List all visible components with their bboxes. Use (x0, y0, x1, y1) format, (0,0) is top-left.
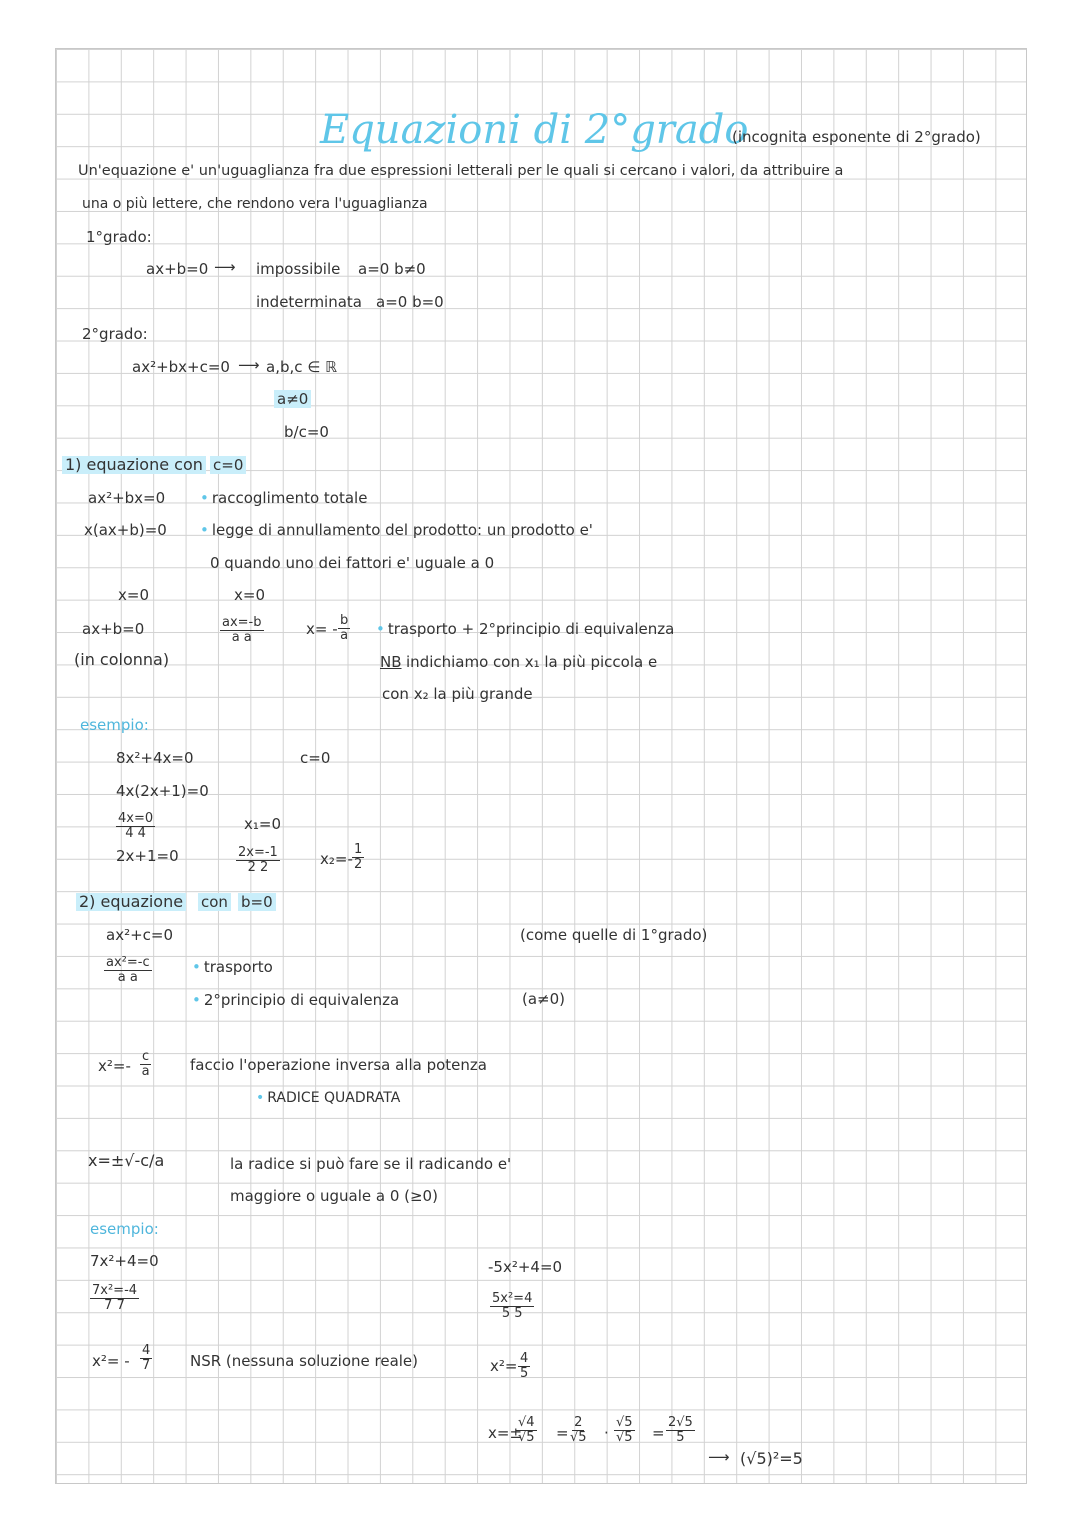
example1-eq1: 8x²+4x=0 (116, 749, 194, 767)
case2-eq3: x²=- (98, 1057, 131, 1075)
indeterminate-condition: a=0 b=0 (376, 293, 444, 311)
case2-sqrt-label: • RADICE QUADRATA (256, 1089, 400, 1107)
example2-right-eq3: x²= (490, 1357, 518, 1375)
example1-x2-fraction: $\frac{1}{2}$ (354, 842, 363, 872)
case1-in-column: (in colonna) (74, 650, 170, 669)
case1-ax-fraction: $\frac{ax=-b}{\text{a a}}$ (222, 615, 262, 645)
case2-eq1: ax²+c=0 (106, 926, 174, 944)
example2-right-eq3-fraction: $\frac{4}{5}$ (520, 1351, 529, 1381)
example1-eq2: 4x(2x+1)=0 (116, 782, 209, 800)
example1-label: esempio: (80, 716, 149, 734)
arrow-icon: ⟶ (214, 258, 236, 276)
case1-x-eq: x= - (306, 620, 338, 638)
intro-line-1: Un'equazione e' un'uguaglianza fra due espressioni letterali per le quali si cercano i valori, da attribuire a (78, 163, 844, 179)
condition-bc: b/c=0 (284, 423, 329, 441)
example2-sqrt-frac-1: $\frac{√4}{√5}$ (518, 1415, 535, 1445)
case2-like-first: (come quelle di 1°grado) (520, 926, 708, 944)
case2-root1: la radice si può fare se il radicando e' (230, 1155, 512, 1173)
example2-eq2: $\frac{\text{7x²=-4}}{7 7}$ (92, 1283, 138, 1313)
example2-sqrt-frac-2: $\frac{2}{√5}$ (570, 1415, 587, 1445)
case2-step1: • trasporto (192, 958, 273, 976)
coefficients-domain: a,b,c ∈ ℝ (266, 358, 337, 376)
example2-right-eq1: -5x²+4=0 (488, 1258, 563, 1276)
example2-sqrt-frac-3: $\frac{√5}{√5}$ (616, 1415, 633, 1445)
example2-right-eq4: x=± (488, 1424, 523, 1442)
case2-a-not-zero: (a≠0) (522, 990, 566, 1008)
example1-x1: x₁=0 (244, 815, 282, 833)
case1-eq2: x(ax+b)=0 (84, 521, 167, 539)
case2-inverse: faccio l'operazione inversa alla potenza (190, 1056, 487, 1074)
impossible-label: impossibile (256, 260, 341, 278)
example2-nsr: NSR (nessuna soluzione reale) (190, 1352, 419, 1370)
case2-root2: maggiore o uguale a 0 (≥0) (230, 1187, 438, 1205)
case1-eq1: ax²+bx=0 (88, 489, 166, 507)
case1-linear: ax+b=0 (82, 620, 145, 638)
case1-x0: x=0 (118, 586, 149, 604)
example2-label: esempio: (90, 1220, 159, 1238)
arrow-icon: ⟶ (238, 356, 260, 374)
equals-sign: = (556, 1424, 569, 1442)
condition-a: a≠0 (274, 390, 311, 408)
example1-f2: 2x+1=0 (116, 847, 179, 865)
case1-step2: • legge di annullamento del prodotto: un prodotto e' (200, 521, 593, 539)
page-title: Equazioni di 2°grado (320, 107, 749, 153)
example1-c0: c=0 (300, 749, 331, 767)
case1-title: 1) equazione con (62, 456, 206, 474)
second-degree-label: 2°grado: (82, 325, 148, 343)
case2-eq3-fraction: $\frac{c}{a}$ (141, 1049, 150, 1079)
example1-x2: x₂=- (320, 850, 353, 868)
case1-note1: • trasporto + 2°principio di equivalenza (376, 620, 674, 638)
title-subtitle: (incognita esponente di 2°grado) (732, 128, 981, 146)
case1-note2: indichiamo con x₁ la più piccola e (406, 653, 658, 671)
example2-final: (√5)²=5 (740, 1449, 803, 1468)
case1-x0b: x=0 (234, 586, 265, 604)
case1-step2b: 0 quando uno dei fattori e' uguale a 0 (210, 554, 495, 572)
case2-title: 2) equazione (76, 893, 186, 911)
example2-right-eq2: $\frac{\text{5x²=4}}{5 5}$ (492, 1291, 533, 1321)
impossible-condition: a=0 b≠0 (358, 260, 426, 278)
arrow-icon: ⟶ (708, 1448, 730, 1466)
example1-f1: $\frac{4x=0}{4 4}$ (118, 811, 154, 841)
case2-con: con (198, 893, 231, 911)
case1-nb: NB (380, 653, 402, 671)
case1-condition: c=0 (210, 456, 246, 474)
case1-note3: con x₂ la più grande (382, 685, 533, 703)
case1-x-fraction: $\frac{b}{a}$ (340, 613, 349, 643)
example2-eq1: 7x²+4=0 (90, 1252, 159, 1270)
equals-sign: = (652, 1424, 665, 1442)
case2-condition: b=0 (238, 893, 276, 911)
example2-eq3-fraction: $\frac{4}{7}$ (142, 1343, 151, 1373)
intro-line-2: una o più lettere, che rendono vera l'uguaglianza (82, 196, 428, 212)
indeterminate-label: indeterminata (256, 293, 362, 311)
example1-f3: $\frac{2x=-1}{2 2}$ (238, 845, 278, 875)
first-degree-eq: ax+b=0 (146, 260, 209, 278)
case2-eq4: x=±√-c/a (88, 1151, 165, 1170)
example2-sqrt-frac-4: $\frac{2√5}{5}$ (668, 1415, 693, 1445)
case1-step1: • raccoglimento totale (200, 489, 367, 507)
second-degree-eq: ax²+bx+c=0 (132, 358, 230, 376)
case2-step2: • 2°principio di equivalenza (192, 991, 399, 1009)
case2-eq2: $\frac{\text{ax²=-c}}{\text{a a}}$ (106, 955, 150, 985)
times-dot: · (604, 1424, 609, 1442)
first-degree-label: 1°grado: (86, 228, 152, 246)
example2-eq3: x²= - (92, 1352, 130, 1370)
